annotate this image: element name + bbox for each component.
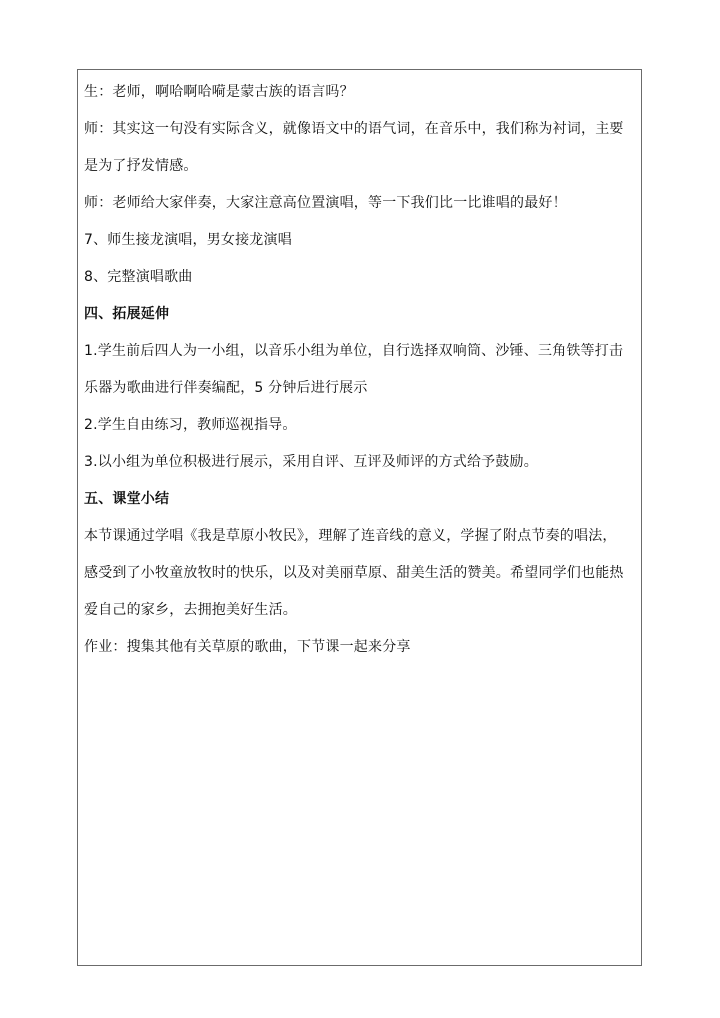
paragraph-line: 1.学生前后四人为一小组，以音乐小组为单位，自行选择双响筒、沙锤、三角铁等打击 [84,343,624,359]
paragraph-line: 2.学生自由练习，教师巡视指导。 [84,417,297,433]
step-line: 8、完整演唱歌曲 [84,269,193,285]
homework-line: 作业：搜集其他有关草原的歌曲，下节课一起来分享 [84,639,411,655]
section-heading: 五、课堂小结 [84,491,170,507]
dialogue-line: 师：老师给大家伴奏，大家注意高位置演唱，等一下我们比一比谁唱的最好！ [84,195,567,211]
dialogue-line: 师：其实这一句没有实际含义，就像语文中的语气词，在音乐中，我们称为衬词，主要 [84,121,624,137]
paragraph-line: 乐器为歌曲进行伴奏编配，5 分钟后进行展示 [84,380,368,396]
paragraph-line: 爱自己的家乡，去拥抱美好生活。 [84,602,297,618]
paragraph-line: 本节课通过学唱《我是草原小牧民》，理解了连音线的意义，学握了附点节奏的唱法， [84,528,617,544]
dialogue-line: 是为了抒发情感。 [84,158,198,174]
step-line: 7、师生接龙演唱，男女接龙演唱 [84,232,292,248]
section-heading: 四、拓展延伸 [84,306,170,322]
paragraph-line: 3.以小组为单位积极进行展示，采用自评、互评及师评的方式给予鼓励。 [84,454,538,470]
paragraph-line: 感受到了小牧童放牧时的快乐，以及对美丽草原、甜美生活的赞美。希望同学们也能热 [84,565,624,581]
dialogue-line: 生：老师，啊哈啊哈嗬是蒙古族的语言吗？ [84,84,354,100]
lesson-text [84,74,640,666]
